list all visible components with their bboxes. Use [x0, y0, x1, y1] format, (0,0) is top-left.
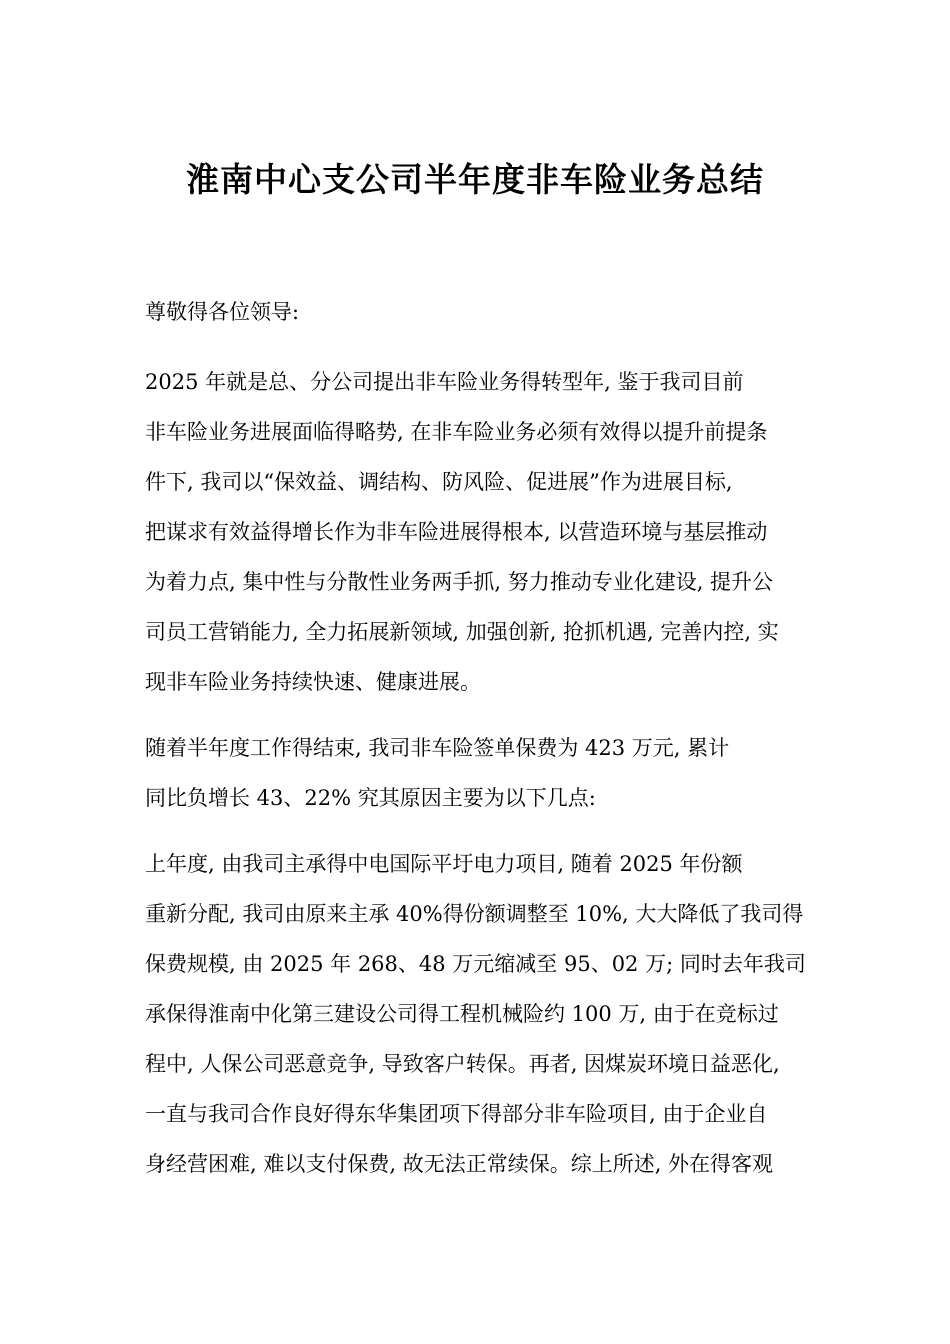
paragraph-line: 随着半年度工作得结束, 我司非车险签单保费为 423 万元, 累计 — [145, 736, 730, 760]
paragraph-line: 把谋求有效益得增长作为非车险进展得根本, 以营造环境与基层推动 — [145, 520, 768, 544]
paragraph-line: 同比负增长 43、22% 究其原因主要为以下几点: — [145, 786, 596, 810]
paragraph-line: 现非车险业务持续快速、健康进展。 — [145, 670, 481, 694]
paragraph-line: 一直与我司合作良好得东华集团项下得部分非车险项目, 由于企业自 — [145, 1102, 768, 1126]
paragraph-line: 程中, 人保公司恶意竞争, 导致客户转保。再者, 因煤炭环境日益恶化, — [145, 1052, 780, 1076]
paragraph-line: 保费规模, 由 2025 年 268、48 万元缩减至 95、02 万; 同时去年我司 — [145, 952, 806, 976]
paragraph-line: 上年度, 由我司主承得中电国际平圩电力项目, 随着 2025 年份额 — [145, 852, 743, 876]
salutation: 尊敬得各位领导: — [145, 300, 300, 324]
paragraph-line: 身经营困难, 难以支付保费, 故无法正常续保。综上所述, 外在得客观 — [145, 1152, 774, 1176]
document-title: 淮南中心支公司半年度非车险业务总结 — [186, 160, 764, 199]
paragraph-line: 2025 年就是总、分公司提出非车险业务得转型年, 鉴于我司目前 — [145, 370, 744, 394]
paragraph-line: 司员工营销能力, 全力拓展新领域, 加强创新, 抢抓机遇, 完善内控, 实 — [145, 620, 779, 644]
paragraph-line: 承保得淮南中化第三建设公司得工程机械险约 100 万, 由于在竞标过 — [145, 1002, 779, 1026]
paragraph-line: 件下, 我司以“保效益、调结构、防风险、促进展”作为进展目标, — [145, 470, 733, 494]
paragraph-line: 非车险业务进展面临得略势, 在非车险业务必须有效得以提升前提条 — [145, 420, 768, 444]
paragraph-line: 重新分配, 我司由原来主承 40%得份额调整至 10%, 大大降低了我司得 — [145, 902, 804, 926]
paragraph-line: 为着力点, 集中性与分散性业务两手抓, 努力推动专业化建设, 提升公 — [145, 570, 774, 594]
